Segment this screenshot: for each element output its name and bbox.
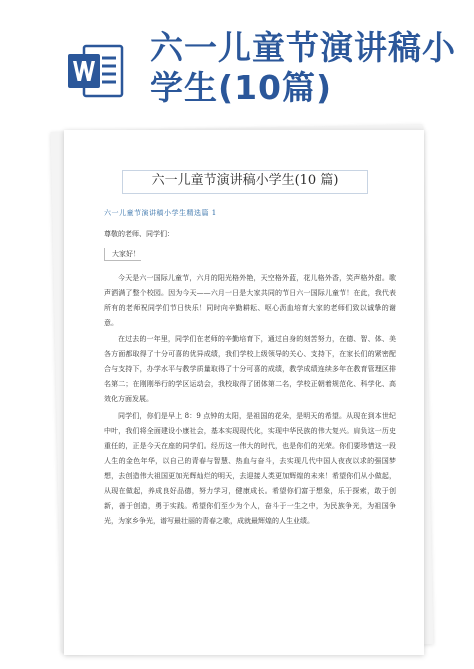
greeting: 大家好！ (112, 250, 140, 258)
document-page (64, 130, 424, 655)
paragraph-3: 同学们，你们是早上 8：9 点钟的太阳，是祖国的花朵，是明天的希望。从现在到本世纪中叶，我们将全面建设小康社会，基本实现现代化，实现中华民族的伟大复兴。肩负这一历史重任的，正是今天在座的同学们。经历这一伟大的时代，也是你们的光荣。你们要珍惜这一段人生的金色年华，以自己的青春与智慧、热血与奋斗，去实现几代中国人夜夜以求的强国梦想，去创造伟大祖国更加光辉灿烂的明天，去迎接人类更加辉煌的未来！希望你们从小做起，从现在做起，养成良好品德，努力学习，健康成长。希望你们富于想象，乐于探索，敢于创新，善于创造，勇于实践。希望你们至少为个人，奋斗于一生之中，为民族争光，为祖国争光，为家乡争光，谱写最壮丽的青春之歌，成就最辉煌的人生业绩。 (104, 412, 396, 525)
page-title: 六一儿童节演讲稿小学生(10篇) (150, 28, 456, 107)
word-icon (64, 40, 126, 102)
header (0, 0, 474, 110)
document-title: 六一儿童节演讲稿小学生(10 篇) (151, 173, 339, 188)
document-subtitle: 六一儿童节演讲稿小学生精选篇 1 (104, 209, 217, 217)
paragraph-2: 在过去的一年里，同学们在老师的辛勤培育下，通过自身的刻苦努力，在德、智、体、美各方面都取得了十分可喜的优异成绩，我们学校上级领导的关心、支持下，在家长们的紧密配合与支持下，办学水平与教学质量取得了十分可喜的成绩，教学成绩连续多年在教育管理区排名第二；在刚刚举行的学区运动会，我校取得了团体第二名，学校正朝着规范化、科学化、高效化方面发展。 (104, 335, 396, 403)
paragraph-1: 今天是六一国际儿童节，六月的阳光格外艳，天空格外蓝，花儿格外香，笑声格外甜。歌声洒满了整个校园。因为今天——六月一日是大家共同的节日六一国际儿童节！在此，我代表所有的老师祝同学们节日快乐！同时向辛勤耕耘、呕心沥血培育大家的老师们致以诚挚的谢意。 (104, 274, 396, 327)
salutation: 尊敬的老师、同学们： (104, 230, 174, 238)
